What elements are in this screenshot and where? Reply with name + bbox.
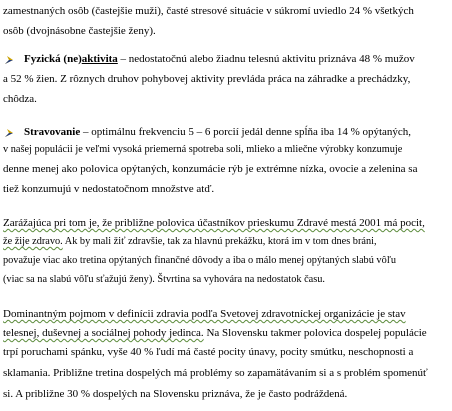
- line-remainder: Ak by mali žiť zdravšie, tak za hlavnú prekážku, ktorá im v tom dnes bráni,: [62, 236, 377, 247]
- text-line: [3, 235, 377, 249]
- text-line: osôb (dvojnásobne častejšie ženy).: [3, 25, 156, 37]
- list-item-physical-activity: [24, 52, 415, 66]
- text-line: (viac sa na slabú vôľu sťažujú ženy). Štvrtina sa vyhovára na nedostatok času.: [3, 274, 325, 285]
- term-description: – nedostatočnú alebo žiadnu telesnú aktivitu priznáva 48 % mužov: [117, 53, 415, 65]
- squiggle-phrase: že žije zdravo.: [3, 236, 63, 247]
- text-line: Zarážajúca pri tom je, že približne polovica účastníkov prieskumu Zdravé mestá 2001 má pocit,: [3, 217, 425, 229]
- text-line: si. A približne 30 % dospelých na Slovensku priznáva, že je často podráždená.: [3, 388, 348, 400]
- arrow-bullet-icon: [4, 128, 14, 138]
- text-line: tiež konzumujú v nedostatočnom množstve atď.: [3, 183, 215, 195]
- squiggle-phrase: telesnej, duševnej a sociálnej pohody jedinca.: [3, 327, 204, 339]
- text-line: trpí poruchami spánku, vyše 40 % ľudí má časté pocity únavy, pocity smútku, neschopnosti a: [3, 346, 414, 358]
- term-label-underlined: aktivita: [81, 53, 118, 65]
- text-line: denne menej ako polovica opýtaných, konzumácie rýb je extrémne nízka, ovocie a zelenina sa: [3, 163, 418, 175]
- text-line: považuje viac ako tretina opýtaných finančné dôvody a iba o málo menej opýtaných slabú vôľu: [3, 255, 397, 266]
- text-line: Dominantným pojmom v definícii zdravia podľa Svetovej zdravotníckej organizácie je stav: [3, 308, 406, 320]
- text-line: v našej populácii je veľmi vysoká priemerná spotreba soli, mlieko a mliečne výrobky konzumuje: [3, 144, 403, 155]
- text-line: zamestnaných osôb (častejšie muži), časté stresové situácie v súkromí uviedlo 24 % všetkých: [3, 5, 414, 17]
- line-remainder: Na Slovensku takmer polovica dospelej populácie: [203, 327, 427, 339]
- arrow-bullet-icon: [4, 55, 14, 65]
- list-item-nutrition: [24, 125, 411, 139]
- term-label: Fyzická (ne): [24, 53, 82, 65]
- term-label: Stravovanie: [24, 126, 81, 138]
- text-line: sklamania. Približne tretina dospelých má problémy so zapamätávaním si a s problém spomenúť: [3, 367, 428, 379]
- text-line: [3, 326, 427, 340]
- text-line: a 52 % žien. Z rôznych druhov pohybovej aktivity prevláda práca na záhradke a prechádzky,: [3, 73, 411, 85]
- text-line: chôdza.: [3, 93, 37, 105]
- term-description: – optimálnu frekvenciu 5 – 6 porcií jedál denne spĺňa iba 14 % opýtaných,: [80, 126, 412, 138]
